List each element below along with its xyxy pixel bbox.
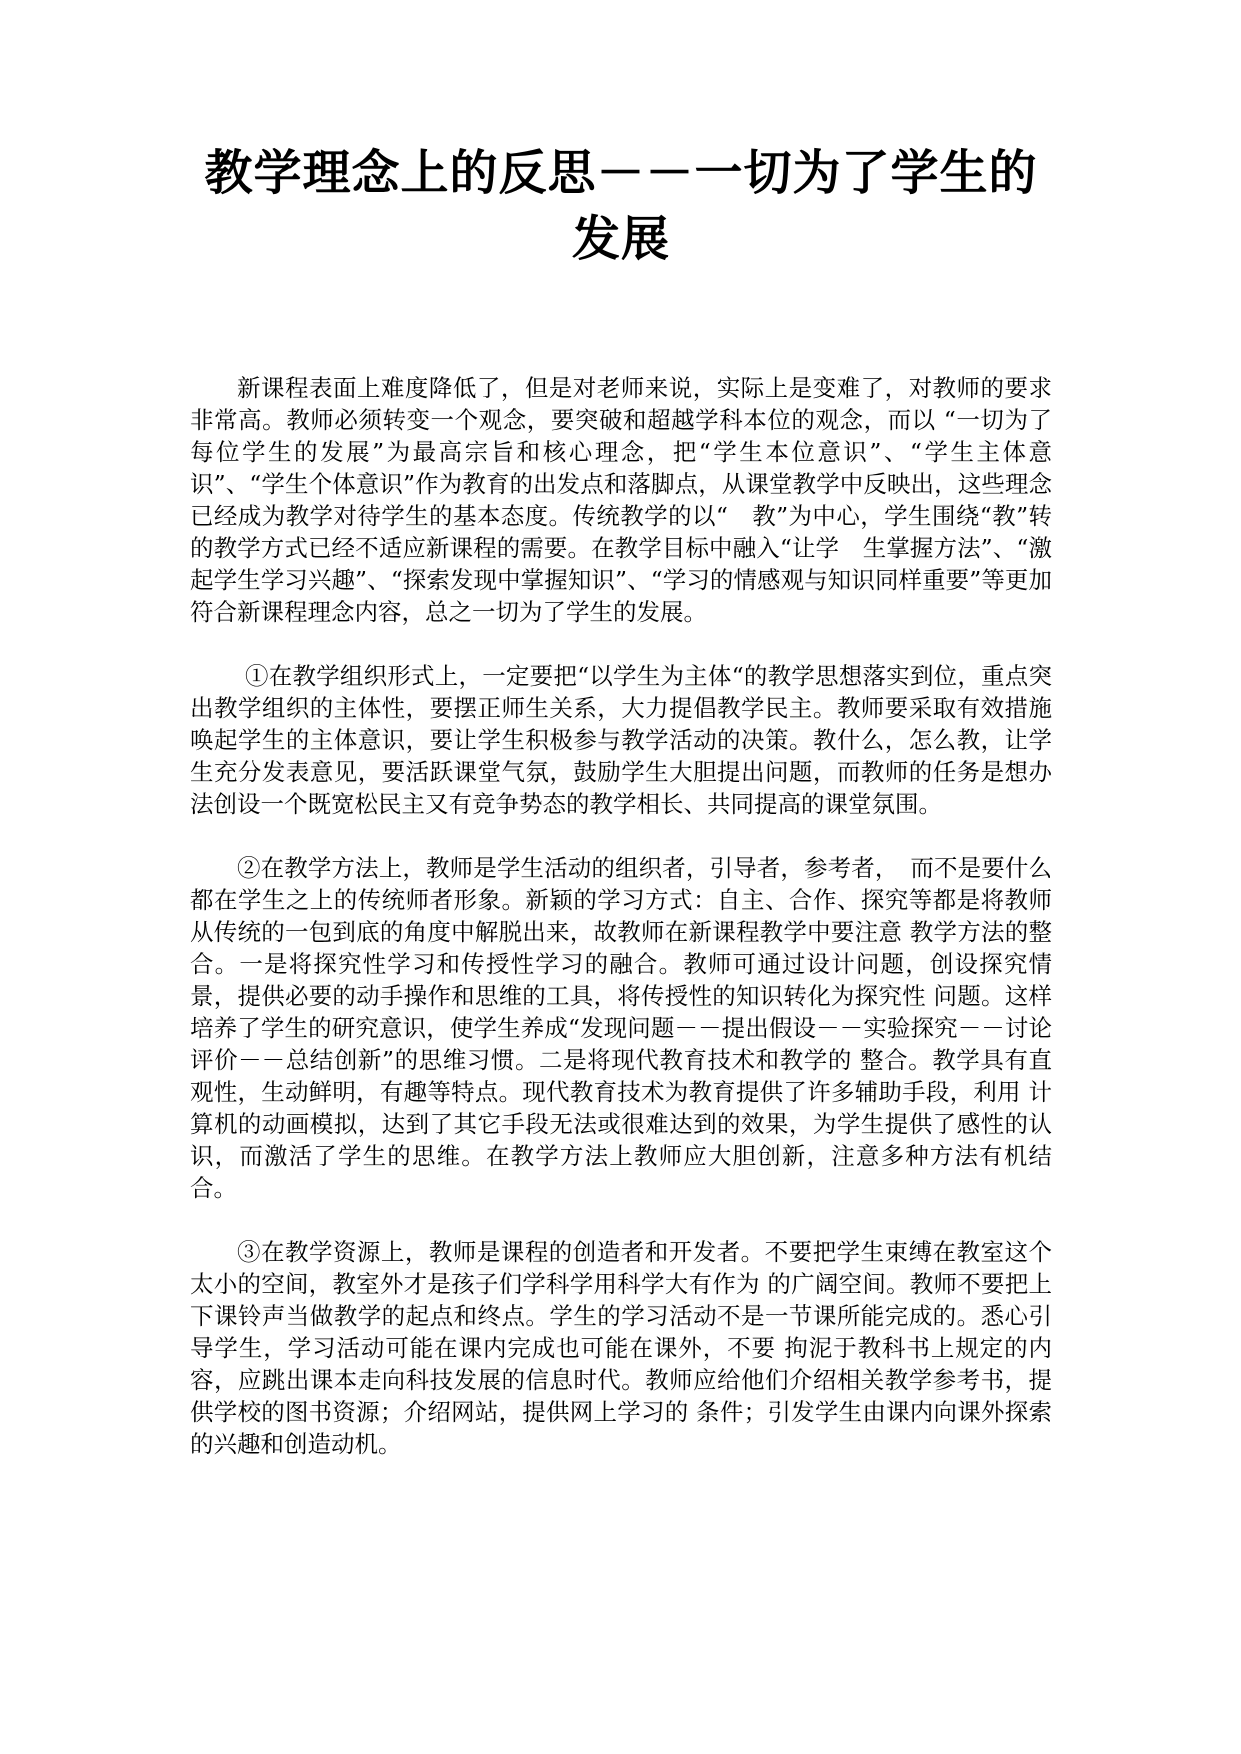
document-body [190,372,1052,1460]
paragraph-methods: ②在教学方法上，教师是学生活动的组织者，引导者，参考者， 而不是要什么都在学生之上的传统师者形象。新颖的学习方式：自主、合作、探究等都是将教师从传统的一包到底的角度中解脱出来，故教师在新课程教学中要注意 教学方法的整合。一是将探究性学习和传授性学习的融合。教师可通过设计问题，创设探究情景，提供必要的动手操作和思维的工具，将传授性的知识转化为探究性 问题。这样培养了学生的研究意识，使学生养成“发现问题－－提出假设－－实验探究－－讨论评价－－总结创新”的思维习惯。二是将现代教育技术和教学的 整合。教学具有直观性，生动鲜明，有趣等特点。现代教育技术为教育提供了许多辅助手段，利用 计算机的动画模拟，达到了其它手段无法或很难达到的效果，为学生提供了感性的认识，而激活了学生的思维。在教学方法上教师应大胆创新，注意多种方法有机结 合。 [190,854,1052,1202]
document-page [190,140,1052,1492]
document-title: 教学理念上的反思－－一切为了学生的发展 [204,145,1038,267]
paragraph-intro: 新课程表面上难度降低了，但是对老师来说，实际上是变难了，对教师的要求非常高。教师必须转变一个观念，要突破和超越学科本位的观念，而以 “一切为了每位学生的发展”为最高宗旨和核心理念，把“学生本位意识”、“学生主体意识”、“学生个体意识”作为教育的出发点和落脚点，从课堂教学中反映出，这些理念已经成为教学对待学生的基本态度。传统教学的以“ 教”为中心，学生围绕“教”转的教学方式已经不适应新课程的需要。在教学目标中融入“让学 生掌握方法”、“激起学生学习兴趣”、“探索发现中掌握知识”、“学习的情感观与知识同样重要”等更加符合新课程理念内容，总之一切为了学生的发展。 [190,374,1052,626]
paragraph-resources: ③在教学资源上，教师是课程的创造者和开发者。不要把学生束缚在教室这个太小的空间，教室外才是孩子们学科学用科学大有作为 的广阔空间。教师不要把上下课铃声当做教学的起点和终点。学生的学习活动不是一节课所能完成的。悉心引导学生，学习活动可能在课内完成也可能在课外，不要 拘泥于教科书上规定的内容，应跳出课本走向科技发展的信息时代。教师应给他们介绍相关教学参考书，提供学校的图书资源；介绍网站，提供网上学习的 条件；引发学生由课内向课外探索的兴趣和创造动机。 [190,1238,1052,1458]
paragraph-organization: ①在教学组织形式上，一定要把“以学生为主体“的教学思想落实到位，重点突出教学组织的主体性，要摆正师生关系，大力提倡教学民主。教师要采取有效措施 唤起学生的主体意识，要让学生积极参与教学活动的决策。教什么，怎么教，让学生充分发表意见，要活跃课堂气氛，鼓励学生大胆提出问题，而教师的任务是想办 法创设一个既宽松民主又有竞争势态的教学相长、共同提高的课堂氛围。 [190,662,1052,818]
